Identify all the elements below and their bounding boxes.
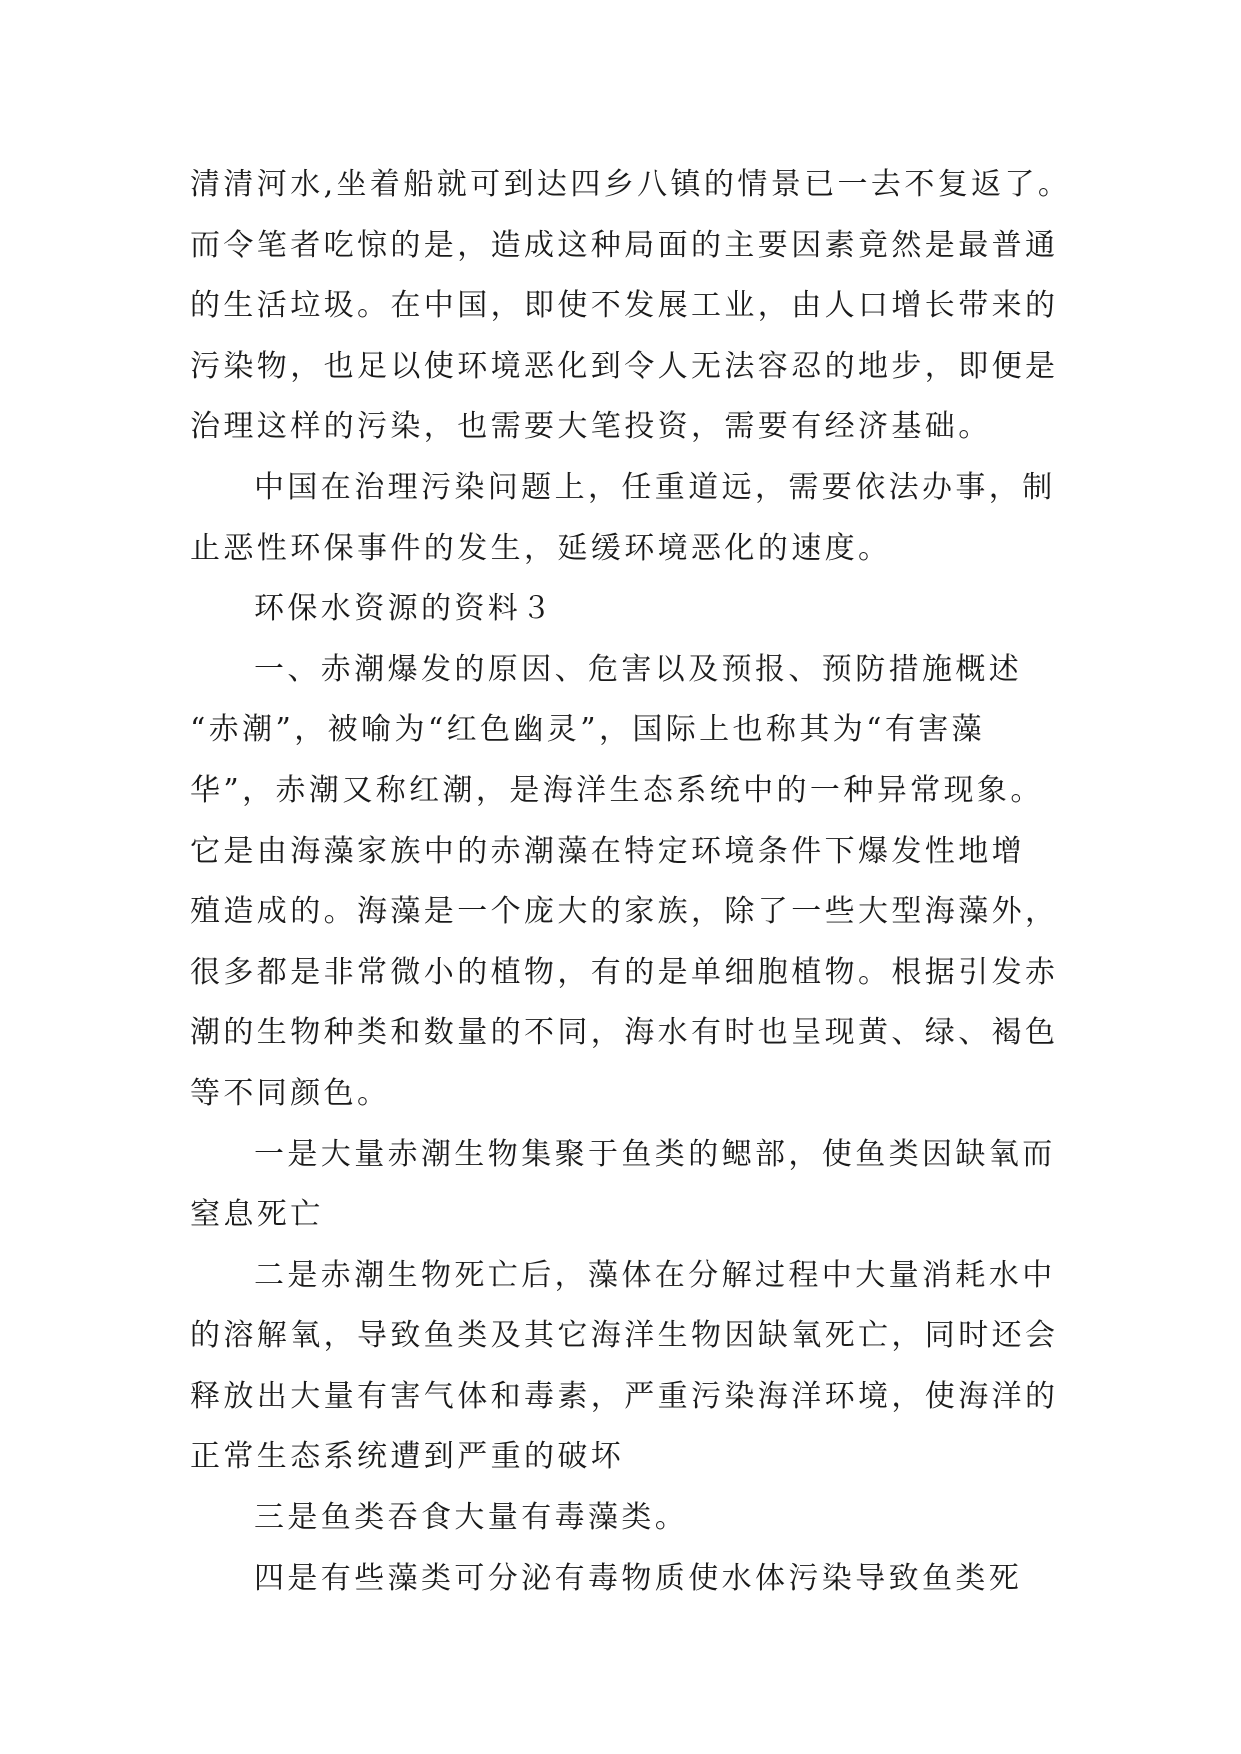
paragraph-start-line: 一是大量赤潮生物集聚于鱼类的鳃部，使鱼类因缺氧而 bbox=[254, 1136, 1056, 1172]
text-line: 等不同颜色。 bbox=[190, 1075, 391, 1111]
text-line: 窒息死亡 bbox=[190, 1197, 324, 1233]
text-line: 潮的生物种类和数量的不同，海水有时也呈现黄、绿、褐色 bbox=[190, 1015, 1059, 1051]
text-line: 它是由海藻家族中的赤潮藻在特定环境条件下爆发性地增 bbox=[190, 833, 1025, 869]
text-line: 殖造成的。海藻是一个庞大的家族，除了一些大型海藻外， bbox=[190, 894, 1059, 930]
document-body bbox=[190, 155, 1090, 1609]
text-line: 华”，赤潮又称红潮，是海洋生态系统中的一种异常现象。 bbox=[190, 772, 1044, 808]
text-line: 污染物，也足以使环境恶化到令人无法容忍的地步，即便是 bbox=[190, 348, 1059, 384]
section-heading: 环保水资源的资料３ bbox=[254, 591, 555, 627]
paragraph-start-line: 二是赤潮生物死亡后，藻体在分解过程中大量消耗水中 bbox=[254, 1257, 1056, 1293]
text-line: 治理这样的污染，也需要大笔投资，需要有经济基础。 bbox=[190, 409, 992, 445]
text-line: 很多都是非常微小的植物，有的是单细胞植物。根据引发赤 bbox=[190, 954, 1059, 990]
subsection-heading: 一、赤潮爆发的原因、危害以及预报、预防措施概述 bbox=[254, 651, 1023, 687]
text-line: 释放出大量有害气体和毒素，严重污染海洋环境，使海洋的 bbox=[190, 1378, 1059, 1414]
text-line: 而令笔者吃惊的是，造成这种局面的主要因素竟然是最普通 bbox=[190, 227, 1059, 263]
text-line: 的生活垃圾。在中国，即使不发展工业，由人口增长带来的 bbox=[190, 288, 1059, 324]
paragraph-start-line: 三是鱼类吞食大量有毒藻类。 bbox=[254, 1500, 689, 1536]
text-line: 的溶解氧，导致鱼类及其它海洋生物因缺氧死亡，同时还会 bbox=[190, 1318, 1059, 1354]
paragraph-start-line: 四是有些藻类可分泌有毒物质使水体污染导致鱼类死 bbox=[254, 1560, 1023, 1596]
text-line: 清清河水,坐着船就可到达四乡八镇的情景已一去不复返了。 bbox=[190, 167, 1072, 202]
text-line: 正常生态系统遭到严重的破坏 bbox=[190, 1439, 625, 1475]
paragraph-start-line: 中国在治理污染问题上，任重道远，需要依法办事，制 bbox=[254, 469, 1056, 505]
text-line: 止恶性环保事件的发生，延缓环境恶化的速度。 bbox=[190, 530, 892, 566]
text-line: “赤潮”，被喻为“红色幽灵”，国际上也称其为“有害藻 bbox=[190, 712, 986, 748]
